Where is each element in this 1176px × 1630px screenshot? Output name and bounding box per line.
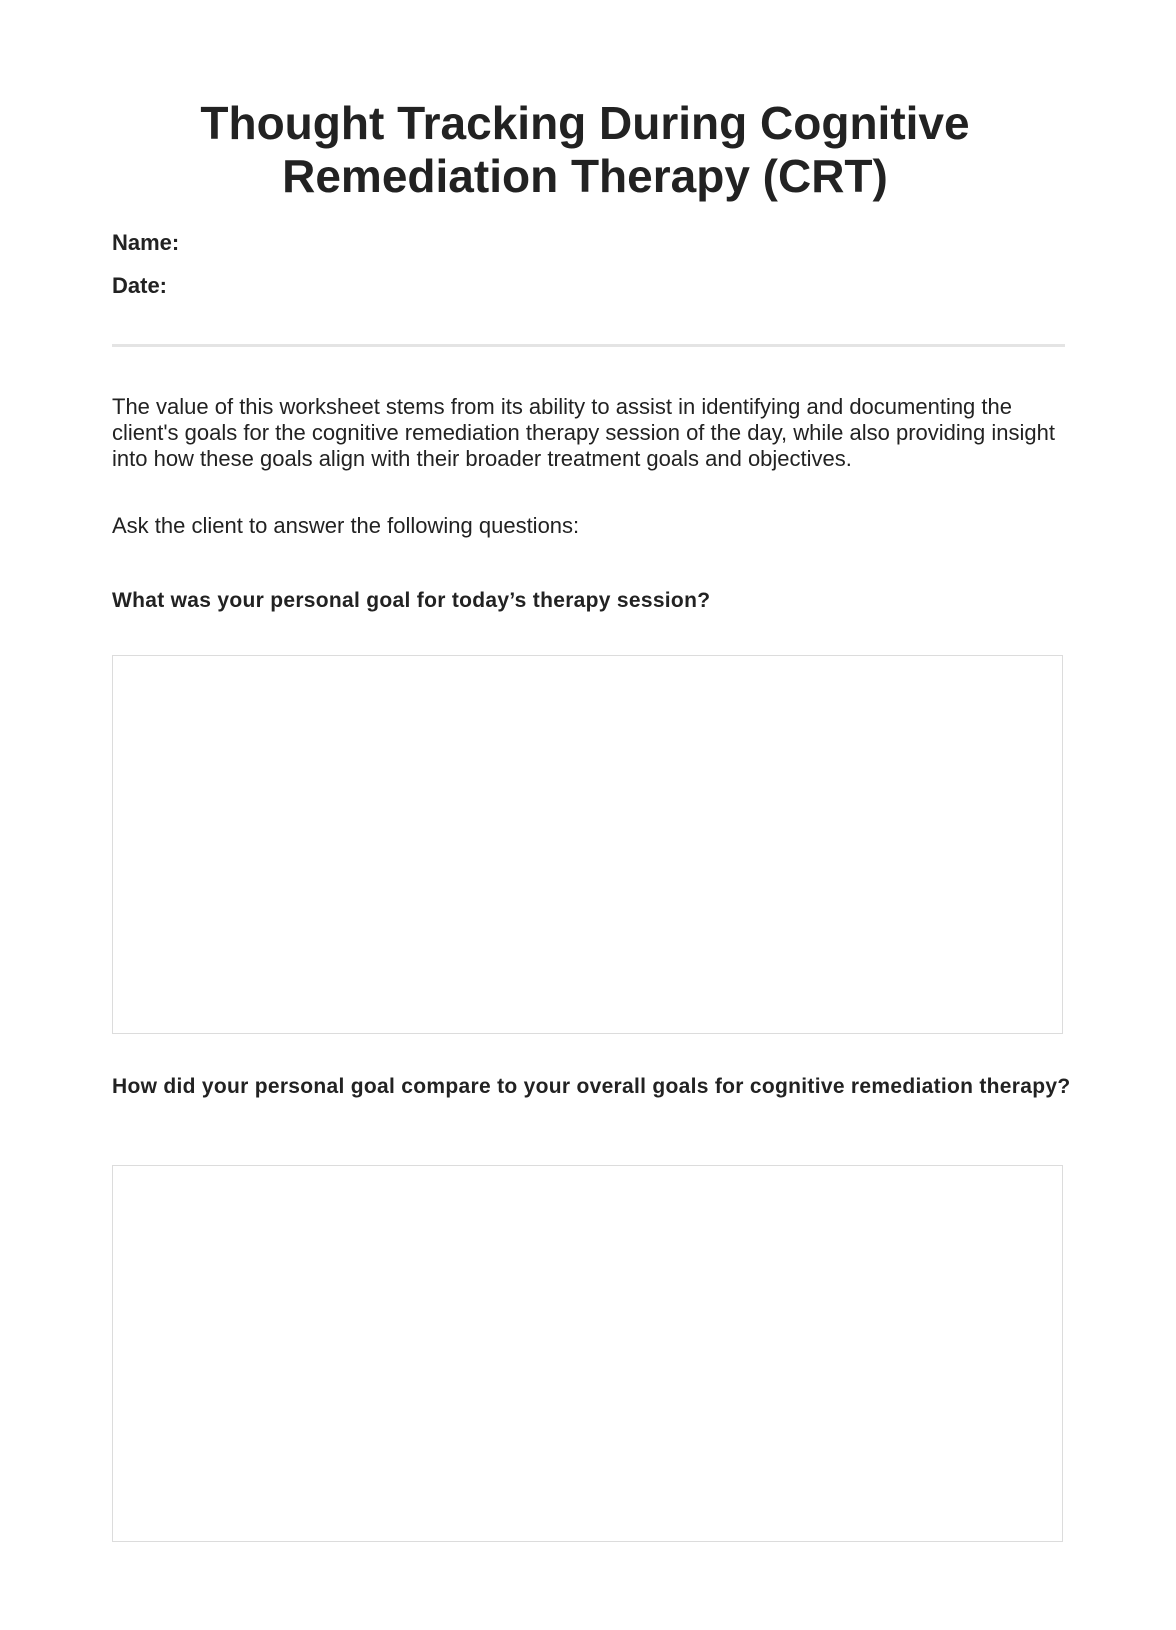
question-1-answer-box[interactable] — [112, 655, 1063, 1034]
date-label: Date: — [112, 273, 168, 298]
intro-paragraph: The value of this worksheet stems from its ability to assist in identifying and documenting the client's goals for the cognitive remediation therapy session of the day, while also providing insight into how these goals align with their broader treatment goals and objectives. — [112, 394, 1055, 471]
question-2-answer-box[interactable] — [112, 1165, 1063, 1542]
section-divider — [112, 344, 1065, 347]
instruction-text: Ask the client to answer the following questions: — [112, 513, 580, 538]
name-label: Name: — [112, 230, 180, 255]
question-2-text: How did your personal goal compare to your overall goals for cognitive remediation therapy? — [112, 1075, 1071, 1098]
question-1-text: What was your personal goal for today’s therapy session? — [112, 589, 711, 612]
page-title: Thought Tracking During Cognitive Remediation Therapy (CRT) — [200, 97, 970, 202]
